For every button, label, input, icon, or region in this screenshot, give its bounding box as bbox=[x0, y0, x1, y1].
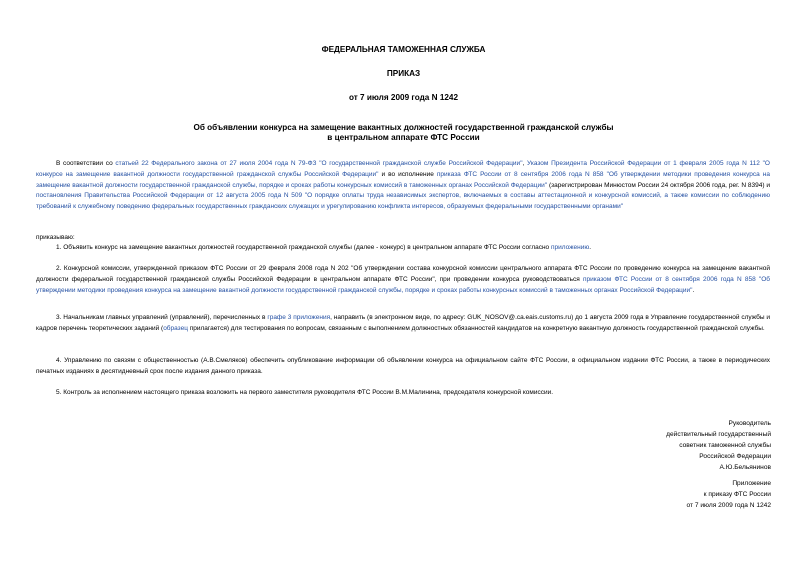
annex-reference-block bbox=[511, 478, 771, 511]
intro-text-1: В соответствии со bbox=[56, 160, 116, 167]
item-1 bbox=[36, 243, 770, 254]
sample-link[interactable]: образец bbox=[163, 324, 188, 332]
item-1-text: 1. Объявить конкурс на замещение вакантных должностей государственной гражданской службы (далее - конкурс) в центральном аппарате ФТС России согласно bbox=[56, 244, 551, 251]
intro-text-4: (зарегистрирован Минюстом России 24 октября 2006 года, рег. N 8394) и bbox=[547, 181, 770, 189]
item-3 bbox=[36, 313, 770, 335]
document-title-line2: в центральном аппарате ФТС России bbox=[327, 133, 480, 142]
fts-order-858-link[interactable]: приказа ФТС России от 8 сентября 2006 года N 858 "Об утверждении методики проведения конкурса на замещение вакантной должности государственной гражданской службы, порядке и сроках работы конкурсных комиссий в таможенных органах Российской Федерации" bbox=[36, 170, 770, 189]
intro-paragraph bbox=[36, 159, 770, 213]
document-date: от 7 июля 2009 года N 1242 bbox=[348, 93, 459, 102]
intro-text-2: , bbox=[522, 160, 528, 167]
item-3-text-2: , направить (в электронном виде, по адресу: GUK_NOSOV@.ca.eais.customs.ru) до 1 августа 2009 года в Управление государственной службы и кадров перечень теоретических заданий ( bbox=[36, 314, 770, 332]
federal-law-link[interactable]: статьей 22 Федерального закона от 27 июля 2004 года N 79-ФЗ "О государственной гражданской службе Российской Федерации" bbox=[115, 160, 523, 167]
item-3-text-3: прилагается) для тестирования по вопросам, связанным с выполнением должностных обязанностей кандидатов на конкретную вакантную должность государственной гражданской службы. bbox=[187, 324, 765, 332]
signature-line-4: Российской Федерации bbox=[699, 453, 771, 460]
annex-link[interactable]: приложению bbox=[550, 244, 590, 251]
presidential-decree-link[interactable]: Указом Президента Российской Федерации от 1 февраля 2005 года N 112 "О конкурсе на замещение вакантной должности государственной гражданской службы Российской Федерации" bbox=[36, 160, 770, 178]
signature-line-3: советник таможенной службы bbox=[679, 442, 771, 449]
government-resolution-link[interactable]: постановления Правительства Российской Федерации от 12 августа 2005 года N 509 "О порядке оплаты труда независимых экспертов, включаемых в составы аттестационной и конкурсной комиссий, а также комиссии по соблюдению требований к служебному поведению федеральных государственных гражданских служащих и урегулированию конфликта интересов, образуемых федеральными государственными органами" bbox=[36, 192, 770, 211]
signature-line-2: действительный государственный bbox=[666, 431, 771, 438]
item-2-text: 2. Конкурсной комиссии, утвержденной приказом ФТС России от 29 февраля 2008 года N 202 "Об утверждении состава конкурсной комиссии центрального аппарата ФТС России по проведению конкурса на замещение вакантной должности федеральной государственной гражданской службы Российской Федерации в центральном аппарате ФТС России", при проведении конкурса руководствоваться bbox=[36, 265, 770, 283]
agency-name: ФЕДЕРАЛЬНАЯ ТАМОЖЕННАЯ СЛУЖБА bbox=[321, 45, 486, 54]
order-word: приказываю: bbox=[36, 234, 75, 241]
annex-line-3: от 7 июля 2009 года N 1242 bbox=[686, 502, 771, 509]
item-2-end: . bbox=[692, 286, 695, 294]
document-title-line1: Об объявлении конкурса на замещение вакантных должностей государственной гражданской службы bbox=[193, 123, 614, 132]
signature-name: А.Ю.Бельянинов bbox=[719, 464, 771, 471]
signature-block bbox=[511, 418, 771, 473]
annex-line-1: Приложение bbox=[732, 480, 771, 487]
item-4: 4. Управлению по связям с общественностью (А.В.Смеляков) обеспечить опубликование информации об объявлении конкурса на официальном сайте ФТС России, в официальном издании ФТС России, а также в периодических печатных изданиях в десятидневный срок после издания данного приказа. bbox=[36, 357, 770, 375]
intro-text-3: и во исполнение bbox=[378, 170, 437, 178]
item-2 bbox=[36, 264, 770, 296]
item-5: 5. Контроль за исполнением настоящего приказа возложить на первого заместителя руководителя ФТС России В.М.Малинина, председателя конкурсной комиссии. bbox=[56, 389, 554, 396]
annex-line-2: к приказу ФТС России bbox=[703, 491, 771, 498]
document-type: ПРИКАЗ bbox=[386, 69, 421, 78]
signature-line-1: Руководитель bbox=[728, 420, 771, 427]
document-title bbox=[0, 123, 807, 143]
item-1-end: . bbox=[589, 244, 592, 251]
item-3-text-1: 3. Начальникам главных управлений (управлений), перечисленных в bbox=[56, 314, 268, 321]
fts-order-858-link-2[interactable]: приказом ФТС России от 8 сентября 2006 года N 858 "Об утверждении методики проведения конкурса на замещение вакантной должности государственной гражданской службы, порядке и сроках работы конкурсных комиссий в таможенных органах Российской Федерации" bbox=[36, 275, 770, 294]
annex-column-3-link[interactable]: графе 3 приложения bbox=[267, 314, 331, 321]
